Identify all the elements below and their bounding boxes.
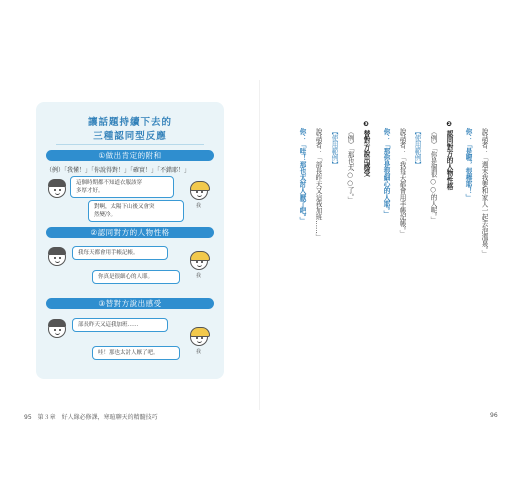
column-1: 說話者：「週末我要和家人一起去泡溫泉。」 [480,128,488,257]
column-9: （例）「那也太○○了。」 [346,128,354,204]
speaker-label-me: 我 [196,273,202,279]
conversation-panel [36,102,224,379]
my-face-icon [190,252,208,270]
column-10-label: 【使用範例】 [330,128,338,168]
column-3-heading: ❷ 認同對方的人物性格 [445,120,453,190]
section-1-header: ①做出肯定的附和 [46,150,214,161]
speaker-bubble-3: 部長昨天又這我加班…… [72,318,168,332]
column-2: 你：「是喔，很棒耶！」 [464,128,472,201]
column-11: 說話者：「部長昨天又這我加班……」 [314,128,322,241]
column-4: （例）「你是個很○○的人呢。」 [429,128,437,224]
section-3-header: ③替對方說出感受 [46,298,214,309]
column-5-label: 【使用範例】 [413,128,421,168]
speaker-face-icon [48,180,66,198]
speaker-bubble-2: 我每天都會用手帳記帳。 [72,246,168,260]
speaker-bubble-1: 這個時期都不知道衣服該穿 多厚才好。 [70,176,174,198]
title-rule [56,144,204,145]
column-6: 說話者：「我每天都會用手帳記帳。」 [398,128,406,237]
my-face-icon [190,182,208,200]
panel-title-line2: 三種認同型反應 [93,131,167,142]
speaker-label-me: 我 [196,349,202,355]
speaker-label-me: 我 [196,203,202,209]
reply-bubble-3: 哇！那也太討人厭了吧。 [92,346,180,360]
speaker-face-icon [48,248,66,266]
my-face-icon [190,328,208,346]
right-page-folio: 96 [490,412,498,419]
section-2-header: ②認同對方的人物性格 [46,227,214,238]
column-8-heading: ❸ 替對方說出感受 [362,120,370,177]
column-7: 你：「那你是很細心的人耶。」 [382,128,390,218]
reply-bubble-2: 你真是很細心的人耶。 [92,270,180,284]
section-1-example: （例）「我懂！」「你說得對！」「確實！」「不錯耶！」 [46,167,191,174]
left-page-folio: 95 第３章 好人緣必修課，寒暄聊天的精髓技巧 [24,414,158,421]
column-12: 你：「哇！那也太討人厭了吧。」 [298,128,306,224]
right-page [260,0,520,500]
speaker-face-icon [48,320,66,338]
panel-title-line1: 讓話題持續下去的 [87,117,172,128]
reply-bubble-1: 對啊，太陽下山後又會突 然變冷。 [88,200,184,222]
